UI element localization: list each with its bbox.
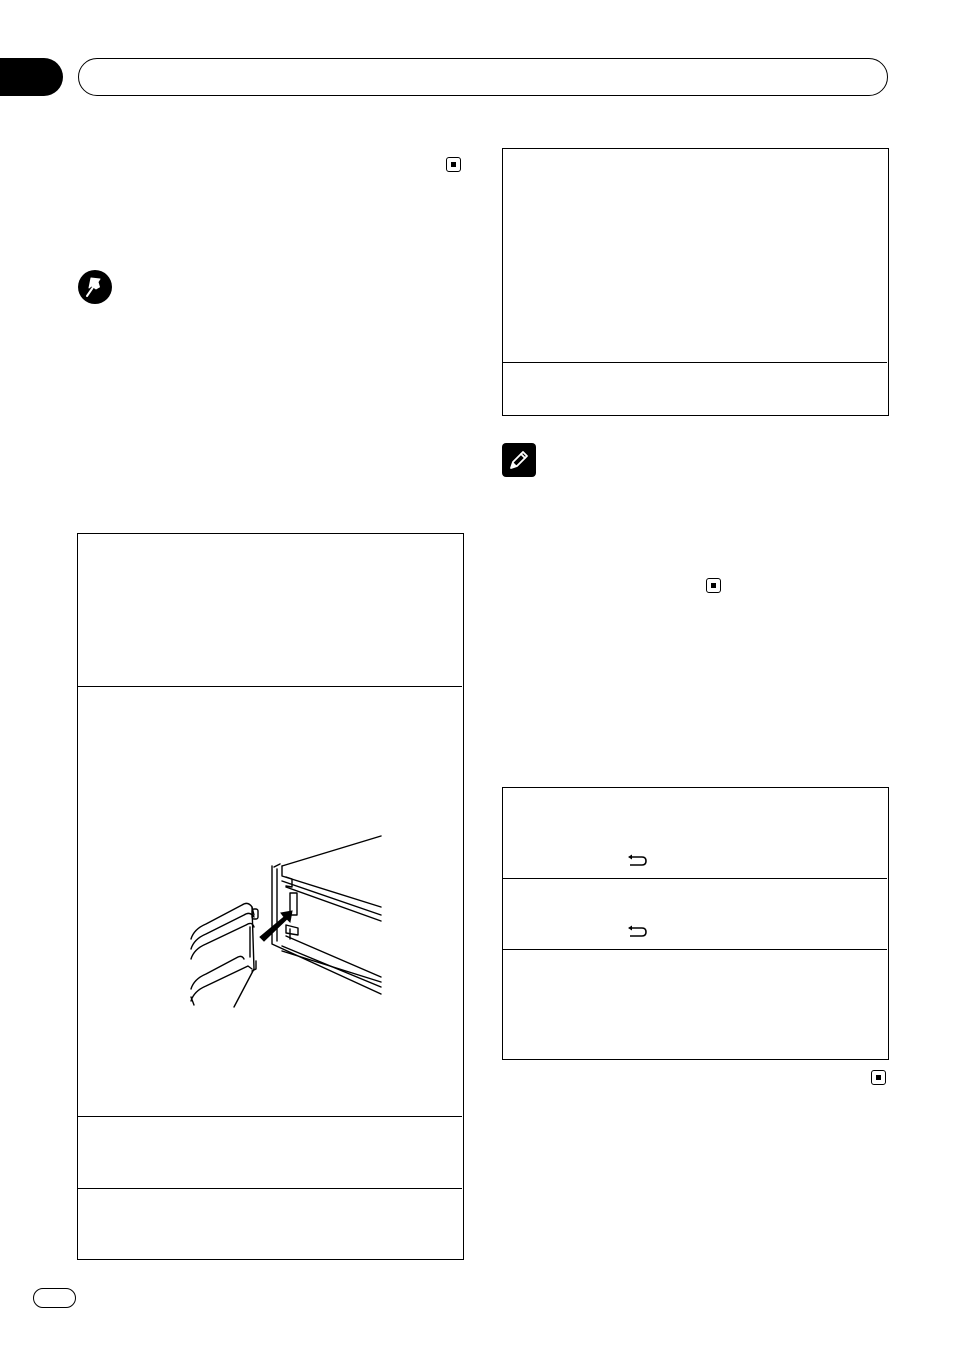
chapter-tab — [0, 58, 63, 96]
box-divider — [78, 686, 462, 687]
language-tab — [33, 1288, 76, 1308]
return-arrow-icon — [627, 854, 649, 868]
box-divider — [78, 1116, 462, 1117]
box-divider — [503, 949, 887, 950]
end-mark-icon — [446, 157, 461, 172]
bottom-right-box — [502, 787, 889, 1060]
end-mark-icon — [871, 1070, 886, 1085]
procedure-box — [77, 533, 464, 1260]
front-panel-attach-illustration — [186, 829, 386, 1019]
box-divider — [503, 878, 887, 879]
chapter-title-bar — [78, 58, 888, 96]
pencil-icon — [502, 443, 536, 477]
pushpin-icon — [78, 270, 112, 304]
box-divider — [503, 362, 887, 363]
box-divider — [78, 1188, 462, 1189]
top-right-box — [502, 148, 889, 416]
return-arrow-icon — [627, 925, 649, 939]
end-mark-icon — [706, 578, 721, 593]
